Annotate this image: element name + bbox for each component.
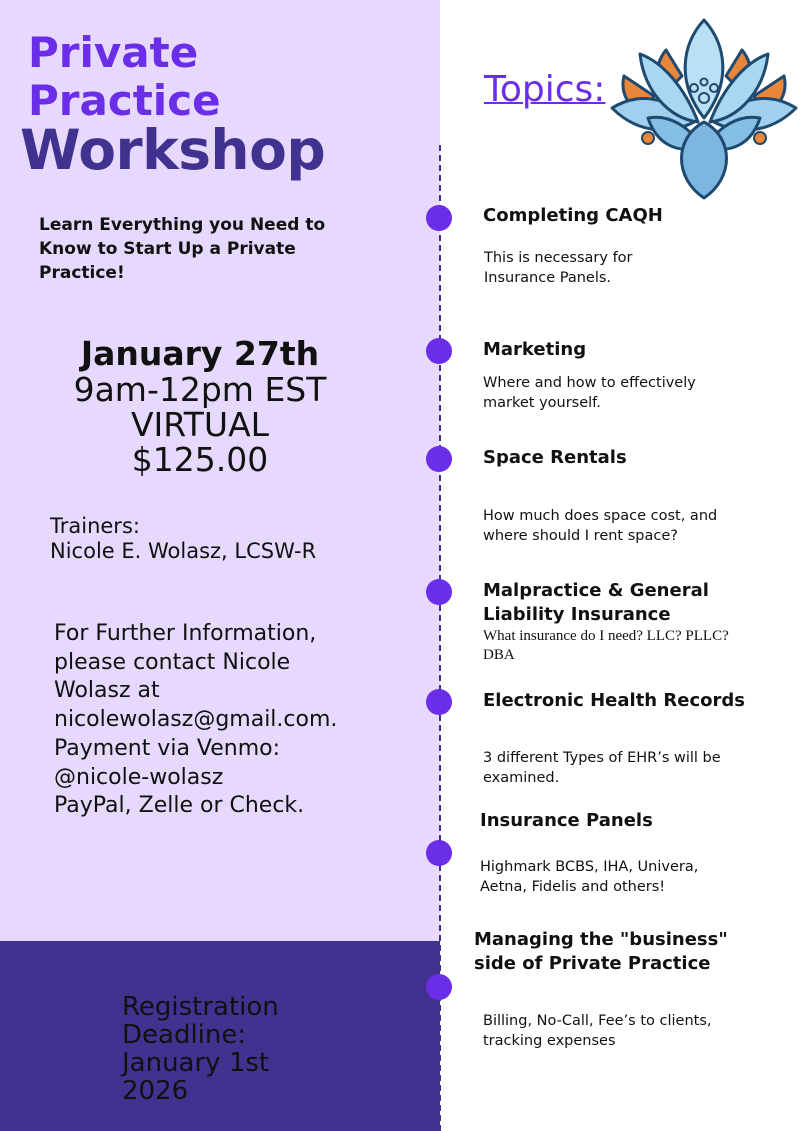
- title-line-workshop: Workshop: [20, 118, 326, 182]
- contact-email: nicolewolasz@gmail.com.: [54, 707, 338, 733]
- contact-line: please contact Nicole: [54, 649, 291, 675]
- title-line-practice: Practice: [28, 76, 221, 125]
- contact-line: Wolasz at: [54, 678, 160, 704]
- event-format: VIRTUAL: [130, 405, 270, 444]
- lotus-icon: [608, 18, 800, 202]
- timeline-dot: [426, 338, 452, 364]
- topics-heading: Topics:: [484, 69, 606, 110]
- contact-line: For Further Information,: [54, 621, 317, 646]
- trainer-name: Nicole E. Wolasz, LCSW-R: [50, 539, 317, 563]
- topic-desc-caqh: This is necessary for Insurance Panels.: [484, 250, 633, 286]
- deadline-line: Registration: [122, 992, 279, 1022]
- topic-title-marketing: Marketing: [483, 339, 587, 360]
- contact-line: Payment via Venmo:: [54, 735, 281, 761]
- topic-title-space-rentals: Space Rentals: [483, 447, 627, 468]
- topic-title-insurance-panels: Insurance Panels: [480, 810, 653, 831]
- topic-title-caqh: Completing CAQH: [483, 205, 663, 226]
- topic-desc-managing-business: Billing, No-Call, Fee’s to clients, tracking expenses: [483, 1013, 712, 1049]
- event-date: January 27th: [80, 334, 320, 373]
- trainers-block: [50, 514, 316, 564]
- topic-desc-insurance-panels: Highmark BCBS, IHA, Univera, Aetna, Fidelis and others!: [480, 859, 699, 895]
- deadline-date: January 1st: [122, 1048, 270, 1078]
- contact-line: PayPal, Zelle or Check.: [54, 793, 305, 819]
- timeline-dot: [426, 840, 452, 866]
- deadline-line: Deadline:: [122, 1020, 247, 1050]
- event-time: 9am-12pm EST: [73, 370, 327, 409]
- venmo-handle: @nicole-wolasz: [54, 764, 224, 790]
- timeline-dot: [426, 689, 452, 715]
- timeline-dot: [426, 579, 452, 605]
- event-price: $125.00: [131, 440, 269, 479]
- topic-desc-space-rentals: How much does space cost, and where should I rent space?: [483, 508, 718, 544]
- subtitle: Learn Everything you Need to Know to Start Up a Private Practice!: [39, 215, 326, 283]
- timeline-dot: [426, 974, 452, 1000]
- registration-deadline: [122, 993, 279, 1105]
- trainers-label: Trainers:: [50, 514, 140, 538]
- topic-desc-marketing: Where and how to effectively market yourself.: [483, 375, 696, 411]
- title-line-private: Private: [28, 28, 199, 77]
- topic-title-managing-business: Managing the "business" side of Private Practice: [474, 929, 728, 974]
- event-details: [0, 336, 400, 477]
- timeline-dot: [426, 205, 452, 231]
- topic-desc-ehr: 3 different Types of EHR’s will be examined.: [483, 750, 721, 786]
- timeline-dot: [426, 446, 452, 472]
- topic-title-malpractice: Malpractice & General Liability Insurance: [483, 580, 709, 625]
- topic-desc-malpractice: What insurance do I need? LLC? PLLC? DBA: [483, 628, 729, 663]
- contact-info: [54, 620, 414, 821]
- deadline-year: 2026: [122, 1076, 189, 1106]
- topic-title-ehr: Electronic Health Records: [483, 690, 745, 711]
